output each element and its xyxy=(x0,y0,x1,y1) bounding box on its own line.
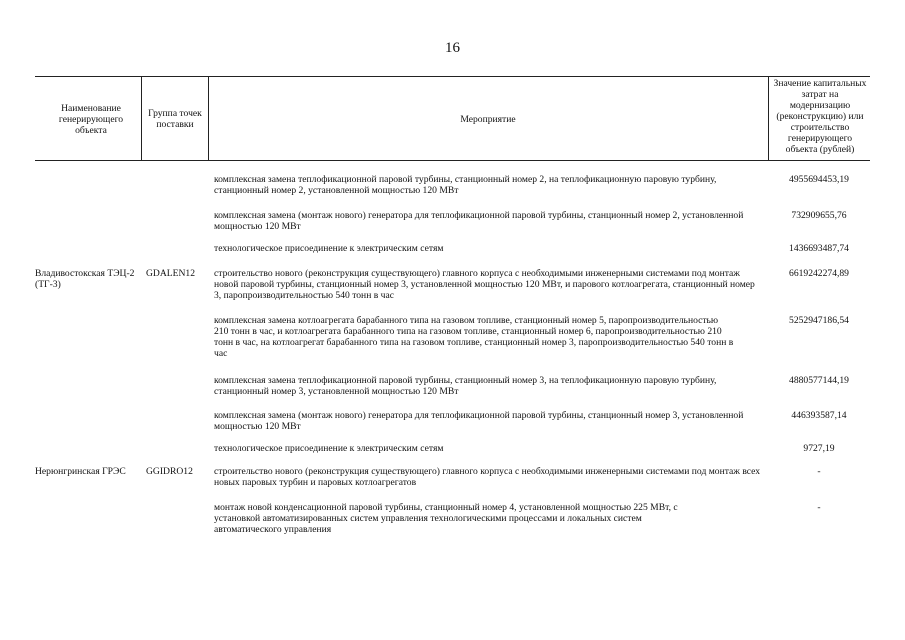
table-top-rule xyxy=(35,76,870,77)
measure-text: комплексная замена котлоагрегата барабанного типа на газовом топливе, станционный номер 5, паропроизводительностью 210 тонн в час, и котлоагрегата барабанного типа на газовом топливе, станционный номер 6, паропроизводительностью 210 тонн в час, на котлоагрегат барабанного типа на газовом топливе, станционный номер 3, паропроизводительностью 540 тонн в час xyxy=(214,315,734,359)
column-divider-1 xyxy=(141,76,142,160)
header-value: Значение капитальных затрат на модернизацию (реконструкцию) или строительство генерирующего объекта (рублей) xyxy=(773,78,867,155)
column-divider-3 xyxy=(768,76,769,160)
measure-text: строительство нового (реконструкция существующего) главного корпуса с необходимыми инженерными системами под монтаж новой паровой турбины, станционный номер 3, установленной мощностью 120 МВт, и парового котлоагрегата, станционный номер 3, паропроизводительностью 540 тонн в час xyxy=(214,268,755,301)
capex-value: 6619242274,89 xyxy=(789,268,849,279)
page-number: 16 xyxy=(445,40,460,56)
measure-text: строительство нового (реконструкция существующего) главного корпуса с необходимыми инженерными системами под монтаж всех новых паровых турбин и паровых котлоагрегатов xyxy=(214,466,761,488)
measure-text: комплексная замена (монтаж нового) генератора для теплофикационной паровой турбины, станционный номер 2, установленной мощностью 120 МВт xyxy=(214,210,744,232)
capex-value: 4880577144,19 xyxy=(789,375,849,386)
capex-value: 4955694453,19 xyxy=(789,174,849,185)
object-name: Нерюнгринская ГРЭС xyxy=(35,466,126,477)
capex-value: - xyxy=(817,502,821,513)
header-object: Наименование генерирующего объекта xyxy=(58,103,124,136)
capex-value: 5252947186,54 xyxy=(789,315,849,326)
measure-text: комплексная замена теплофикационной паровой турбины, станционный номер 3, на теплофикационную паровую турбину, станционный номер 3, установленной мощностью 120 МВт xyxy=(214,375,717,397)
measure-text: технологическое присоединение к электрическим сетям xyxy=(214,443,444,454)
header-measure: Мероприятие xyxy=(460,114,516,125)
object-group: GDALEN12 xyxy=(146,268,196,279)
capex-value: 1436693487,74 xyxy=(789,243,849,254)
measure-text: технологическое присоединение к электрическим сетям xyxy=(214,243,444,254)
measure-text: комплексная замена теплофикационной паровой турбины, станционный номер 2, на теплофикационную паровую турбину, станционный номер 2, установленной мощностью 120 МВт xyxy=(214,174,717,196)
object-name: Владивостокская ТЭЦ-2 (ТГ-3) xyxy=(35,268,135,290)
measure-text: монтаж новой конденсационной паровой турбины, станционный номер 4, установленной мощностью 225 МВт, с установкой автоматизированных систем управления технологическими процессами и локальных систем автоматического управления xyxy=(214,502,678,535)
column-divider-2 xyxy=(208,76,209,160)
capex-value: 732909655,76 xyxy=(791,210,847,221)
capex-value: 9727,19 xyxy=(803,443,835,454)
header-group: Группа точек поставки xyxy=(148,108,202,130)
measure-text: комплексная замена (монтаж нового) генератора для теплофикационной паровой турбины, станционный номер 3, установленной мощностью 120 МВт xyxy=(214,410,744,432)
capex-value: - xyxy=(817,466,821,477)
table-header-bottom-rule xyxy=(35,160,870,161)
object-group: GGIDRO12 xyxy=(146,466,193,477)
capex-value: 446393587,14 xyxy=(791,410,847,421)
